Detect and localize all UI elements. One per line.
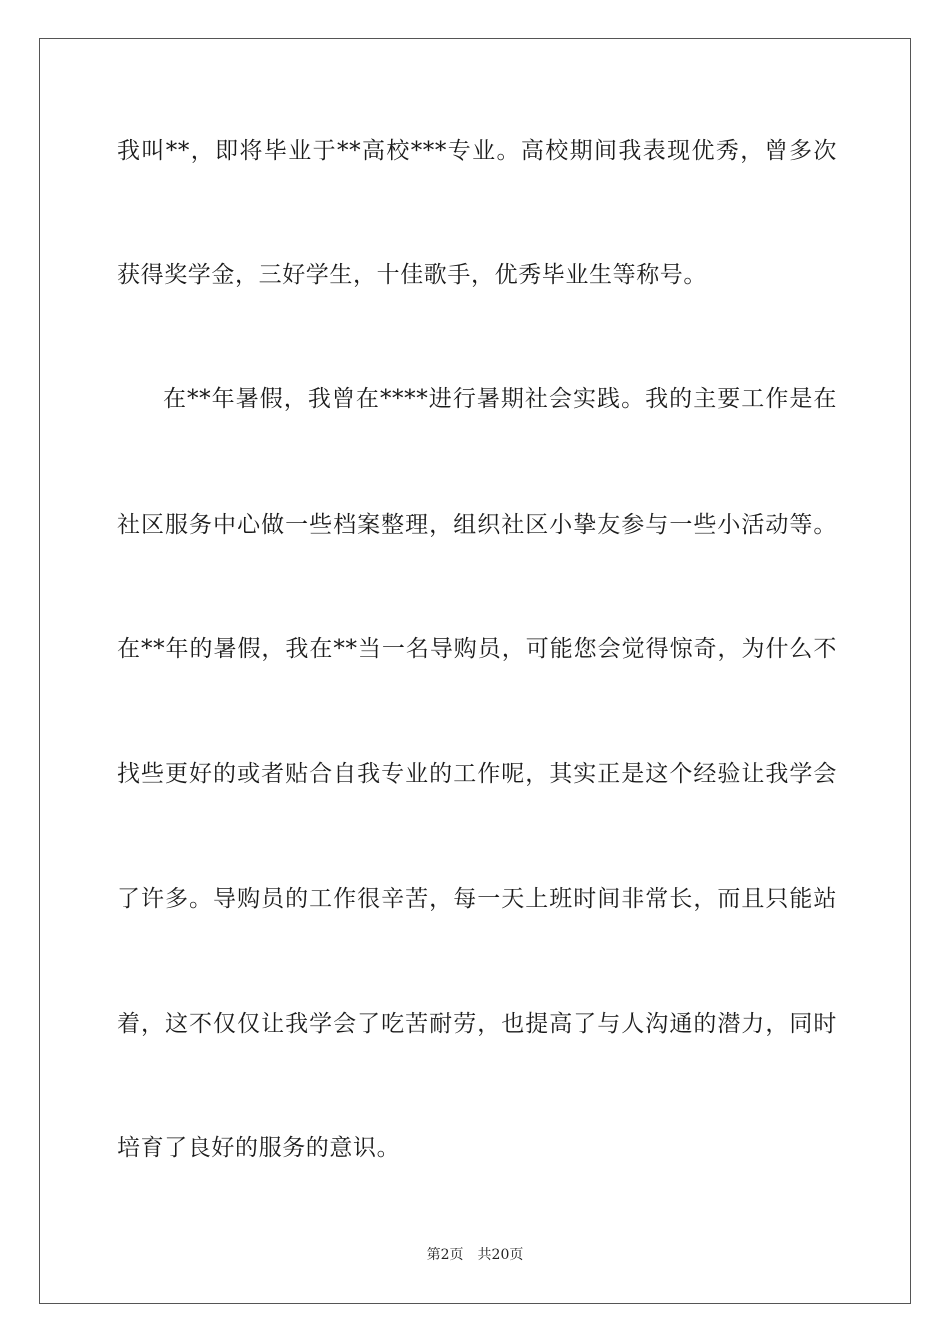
paragraph-2-line-7: 培育了良好的服务的意识。 xyxy=(117,1135,401,1161)
paragraph-1-line-2: 获得奖学金，三好学生，十佳歌手，优秀毕业生等称号。 xyxy=(117,262,707,288)
page-footer xyxy=(0,1246,950,1264)
paragraph-1-line-1: 我叫**，即将毕业于**高校***专业。高校期间我表现优秀，曾多次 xyxy=(117,138,837,164)
paragraph-2-line-1: 在**年暑假，我曾在****进行暑期社会实践。我的主要工作是在 xyxy=(163,386,837,412)
paragraph-2-line-4: 找些更好的或者贴合自我专业的工作呢，其实正是这个经验让我学会 xyxy=(117,761,837,787)
page-border xyxy=(39,38,911,1304)
paragraph-2-line-6: 着，这不仅仅让我学会了吃苦耐劳，也提高了与人沟通的潜力，同时 xyxy=(117,1011,837,1037)
paragraph-2-line-2: 社区服务中心做一些档案整理，组织社区小挚友参与一些小活动等。 xyxy=(117,512,837,538)
page-number: 第2页 xyxy=(426,1247,464,1263)
paragraph-2-line-5: 了许多。导购员的工作很辛苦，每一天上班时间非常长，而且只能站 xyxy=(117,886,837,912)
paragraph-2-line-3: 在**年的暑假，我在**当一名导购员，可能您会觉得惊奇，为什么不 xyxy=(117,636,837,662)
page-total: 共20页 xyxy=(477,1247,524,1263)
